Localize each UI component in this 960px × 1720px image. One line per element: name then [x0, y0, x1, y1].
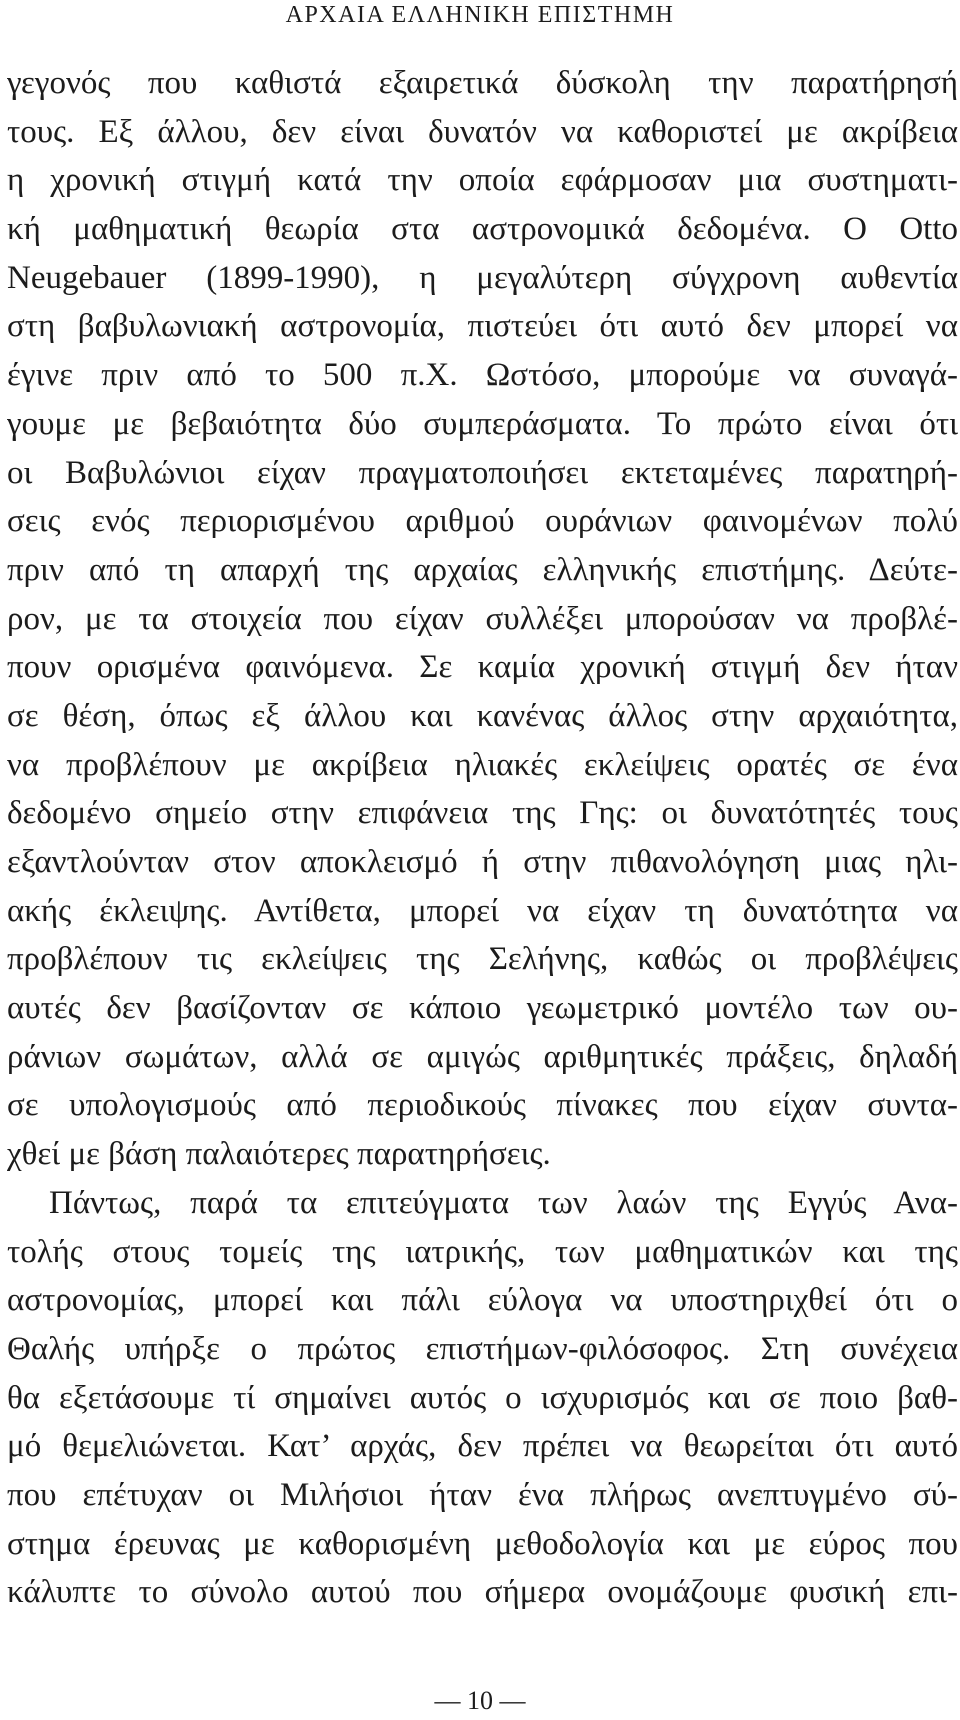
paragraph-start-line: Πάντως, παρά τα επιτεύγματα των λαών της Εγγύς Ανα-: [49, 1184, 958, 1221]
text-line: οι Βαβυλώνιοι είχαν πραγματοποιήσει εκτεταμένες παρατηρή-: [7, 454, 958, 491]
text-line: σε θέση, όπως εξ άλλου και κανένας άλλος στην αρχαιότητα,: [7, 697, 958, 734]
body-text: [7, 59, 958, 1617]
text-line: σε υπολογισμούς από περιοδικούς πίνακες που είχαν συντα-: [7, 1087, 958, 1124]
text-line: στη βαβυλωνιακή αστρονομία, πιστεύει ότι αυτό δεν μπορεί να: [7, 308, 958, 345]
text-line: γουμε με βεβαιότητα δύο συμπεράσματα. Το πρώτο είναι ότι: [7, 405, 958, 442]
text-line: να προβλέπουν με ακρίβεια ηλιακές εκλείψεις ορατές σε ένα: [7, 746, 958, 783]
text-line: πουν ορισμένα φαινόμενα. Σε καμία χρονική στιγμή δεν ήταν: [7, 649, 958, 686]
text-line: τους. Εξ άλλου, δεν είναι δυνατόν να καθοριστεί με ακρίβεια: [7, 113, 958, 150]
text-line: προβλέπουν τις εκλείψεις της Σελήνης, καθώς οι προβλέψεις: [7, 941, 958, 978]
text-line: Neugebauer (1899-1990), η μεγαλύτερη σύγχρονη αυθεντία: [7, 259, 958, 296]
text-line: μό θεμελιώνεται. Κατ’ αρχάς, δεν πρέπει να θεωρείται ότι αυτό: [7, 1428, 958, 1465]
text-line: δεδομένο σημείο στην επιφάνεια της Γης: οι δυνατότητές τους: [7, 795, 958, 832]
text-line: τολής στους τομείς της ιατρικής, των μαθηματικών και της: [7, 1233, 958, 1270]
text-line: κή μαθηματική θεωρία στα αστρονομικά δεδομένα. Ο Otto: [7, 211, 958, 248]
text-line: που επέτυχαν οι Μιλήσιοι ήταν ένα πλήρως ανεπτυγμένο σύ-: [7, 1476, 958, 1513]
text-line: γεγονός που καθιστά εξαιρετικά δύσκολη την παρατήρησή: [7, 65, 958, 101]
text-line: ράνιων σωμάτων, αλλά σε αμιγώς αριθμητικές πράξεις, δηλαδή: [7, 1038, 958, 1075]
running-head: ΑΡΧΑΙΑ ΕΛΛΗΝΙΚΗ ΕΠΙΣΤΗΜΗ: [285, 2, 675, 28]
text-line: σεις ενός περιορισμένου αριθμού ουράνιων φαινομένων πολύ: [7, 503, 958, 540]
text-line: πριν από τη απαρχή της αρχαίας ελληνικής επιστήμης. Δεύτε-: [7, 551, 958, 588]
text-line: ρον, με τα στοιχεία που είχαν συλλέξει μπορούσαν να προβλέ-: [7, 600, 958, 637]
page-number: — 10 —: [434, 1686, 526, 1715]
text-line: αυτές δεν βασίζονταν σε κάποιο γεωμετρικό μοντέλο των ου-: [7, 990, 958, 1027]
text-line: αστρονομίας, μπορεί και πάλι εύλογα να υποστηριχθεί ότι ο: [7, 1282, 958, 1319]
text-line: η χρονική στιγμή κατά την οποία εφάρμοσαν μια συστηματι-: [7, 162, 958, 199]
text-line: ακής έκλειψης. Αντίθετα, μπορεί να είχαν τη δυνατότητα να: [7, 892, 958, 929]
text-line: εξαντλούνταν στον αποκλεισμό ή στην πιθανολόγηση μιας ηλι-: [7, 844, 958, 880]
text-line: στημα έρευνας με καθορισμένη μεθοδολογία και με εύρος που: [7, 1525, 958, 1562]
text-line: έγινε πριν από το 500 π.Χ. Ωστόσο, μπορούμε να συναγά-: [7, 357, 958, 394]
text-line: κάλυπτε το σύνολο αυτού που σήμερα ονομάζουμε φυσική επι-: [7, 1574, 958, 1611]
paragraph-end-line: χθεί με βάση παλαιότερες παρατηρήσεις.: [7, 1136, 551, 1173]
text-line: Θαλής υπήρξε ο πρώτος επιστήμων-φιλόσοφος. Στη συνέχεια: [7, 1330, 958, 1367]
text-line: θα εξετάσουμε τί σημαίνει αυτός ο ισχυρισμός και σε ποιο βαθ-: [7, 1379, 958, 1416]
